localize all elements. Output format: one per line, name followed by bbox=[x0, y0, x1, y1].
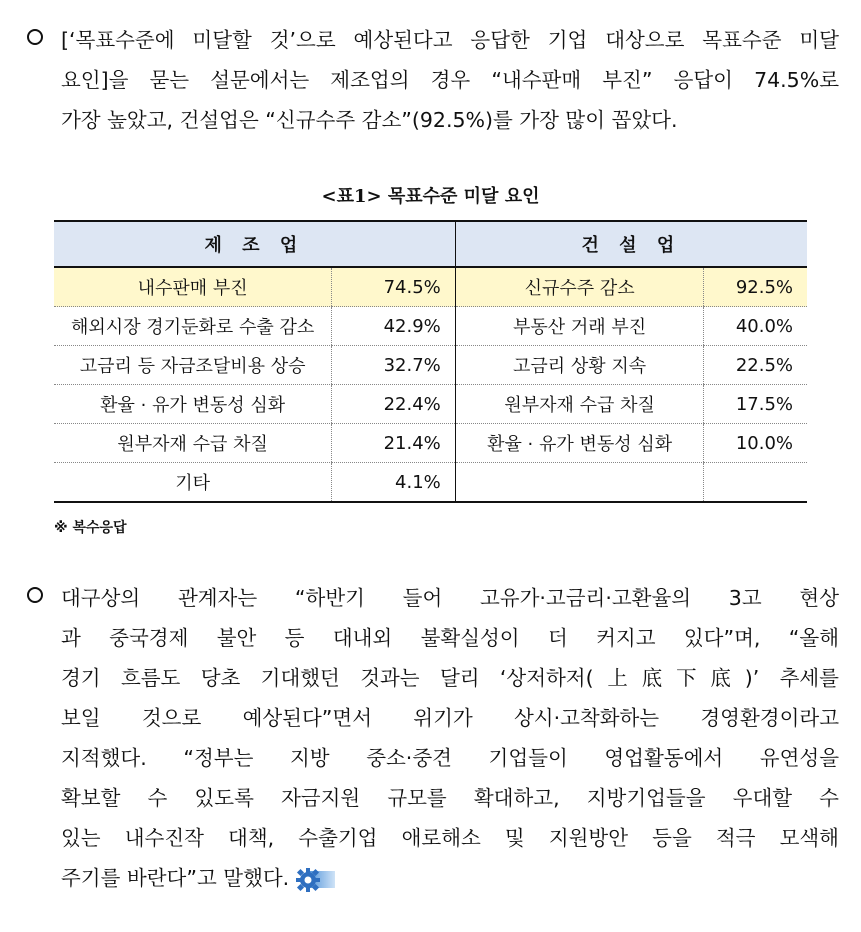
paragraph-1-line: 요인]을 묻는 설문에서는 제조업의 경우 “내수판매 부진” 응답이 74.5%로 bbox=[61, 68, 839, 92]
construction-pct-cell: 92.5% bbox=[704, 267, 807, 307]
construction-factor-cell: 신규수주 감소 bbox=[455, 267, 704, 307]
paragraph-2-line: 확보할 수 있도록 자금지원 규모를 확대하고, 지방기업들을 우대할 수 bbox=[61, 786, 839, 810]
manufacturing-factor-cell: 원부자재 수급 차질 bbox=[54, 424, 332, 463]
construction-pct-cell: 17.5% bbox=[704, 385, 807, 424]
header-manufacturing: 제 조 업 bbox=[54, 221, 455, 267]
paragraph-2-line: 보일 것으로 예상된다”면서 위기가 상시·고착화하는 경영환경이라고 bbox=[61, 706, 839, 730]
manufacturing-pct-cell: 22.4% bbox=[332, 385, 455, 424]
paragraph-2-last-line bbox=[61, 858, 839, 898]
table-row bbox=[54, 463, 807, 503]
table-title: <표1> 목표수준 미달 요인 bbox=[321, 186, 540, 207]
paragraph-2-line: 주기를 바란다”고 말했다. bbox=[61, 866, 290, 890]
header-construction: 건 설 업 bbox=[455, 221, 807, 267]
paragraph-1-line: 가장 높았고, 건설업은 “신규수주 감소”(92.5%)를 가장 많이 꼽았다. bbox=[61, 108, 678, 132]
manufacturing-pct-cell: 21.4% bbox=[332, 424, 455, 463]
construction-pct-cell bbox=[704, 463, 807, 503]
construction-factor-cell bbox=[455, 463, 704, 503]
circle-bullet-icon bbox=[27, 29, 43, 45]
footnote: ※ 복수응답 bbox=[54, 520, 127, 536]
manufacturing-pct-cell: 42.9% bbox=[332, 307, 455, 346]
manufacturing-pct-cell: 4.1% bbox=[332, 463, 455, 503]
paragraph-2-line: 지적했다. “정부는 지방 중소·중견 기업들이 영업활동에서 유연성을 bbox=[61, 746, 839, 770]
table-row bbox=[54, 346, 807, 385]
manufacturing-factor-cell: 기타 bbox=[54, 463, 332, 503]
construction-pct-cell: 40.0% bbox=[704, 307, 807, 346]
manufacturing-factor-cell: 환율 · 유가 변동성 심화 bbox=[54, 385, 332, 424]
paragraph-1-line: [‘목표수준에 미달할 것’으로 예상된다고 응답한 기업 대상으로 목표수준 미달 bbox=[61, 28, 839, 52]
paragraph-2-line: 경기 흐름도 당초 기대했던 것과는 달리 ‘상저하저(上底下底)’ 추세를 bbox=[61, 666, 839, 690]
table-row bbox=[54, 307, 807, 346]
paragraph-2-line: 있는 내수진작 대책, 수출기업 애로해소 및 지원방안 등을 적극 모색해 bbox=[61, 826, 839, 850]
construction-factor-cell: 부동산 거래 부진 bbox=[455, 307, 704, 346]
gear-end-mark-icon bbox=[295, 867, 335, 891]
manufacturing-pct-cell: 74.5% bbox=[332, 267, 455, 307]
construction-factor-cell: 원부자재 수급 차질 bbox=[455, 385, 704, 424]
table-row bbox=[54, 385, 807, 424]
table-row bbox=[54, 424, 807, 463]
construction-pct-cell: 22.5% bbox=[704, 346, 807, 385]
manufacturing-factor-cell: 해외시장 경기둔화로 수출 감소 bbox=[54, 307, 332, 346]
manufacturing-factor-cell: 내수판매 부진 bbox=[54, 267, 332, 307]
circle-bullet-icon bbox=[27, 587, 43, 603]
paragraph-2-line: 과 중국경제 불안 등 대내외 불확실성이 더 커지고 있다”며, “올해 bbox=[61, 626, 839, 650]
construction-factor-cell: 환율 · 유가 변동성 심화 bbox=[455, 424, 704, 463]
construction-factor-cell: 고금리 상황 지속 bbox=[455, 346, 704, 385]
table-header-row bbox=[54, 221, 807, 267]
factors-table bbox=[54, 220, 807, 503]
manufacturing-factor-cell: 고금리 등 자금조달비용 상승 bbox=[54, 346, 332, 385]
manufacturing-pct-cell: 32.7% bbox=[332, 346, 455, 385]
construction-pct-cell: 10.0% bbox=[704, 424, 807, 463]
table-row bbox=[54, 267, 807, 307]
paragraph-2-line: 대구상의 관계자는 “하반기 들어 고유가·고금리·고환율의 3고 현상 bbox=[61, 586, 839, 610]
